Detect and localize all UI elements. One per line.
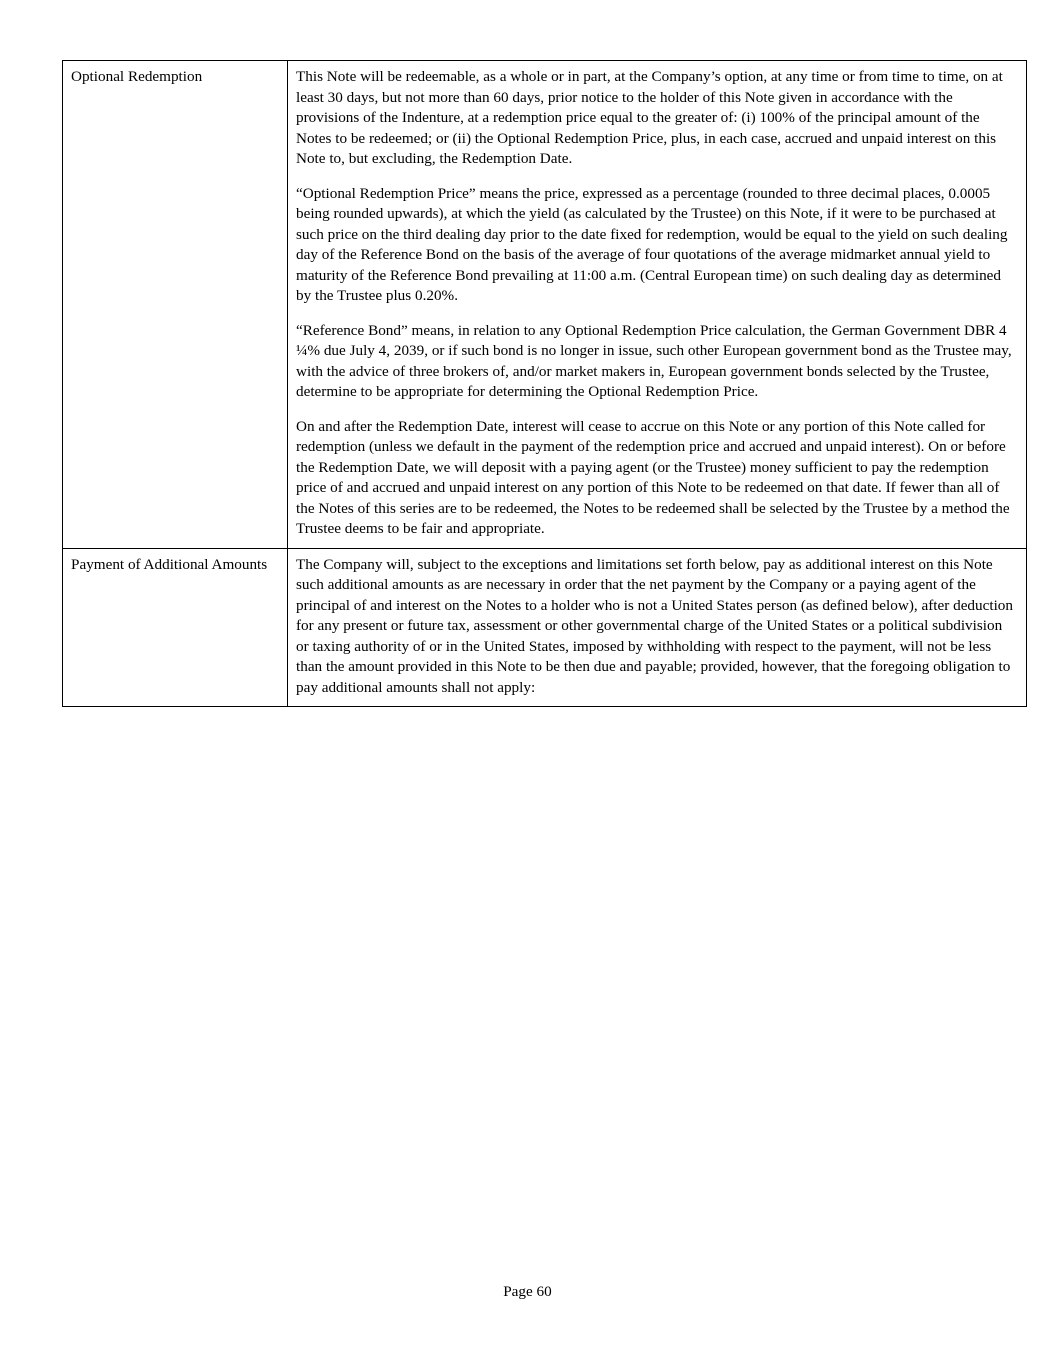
term-label: Payment of Additional Amounts [71,555,268,573]
term-body-cell [288,548,1027,707]
term-body-cell [288,61,1027,549]
term-label-cell [63,61,288,549]
term-label: Optional Redemption [71,68,203,85]
terms-table [62,60,1027,707]
table-row [63,61,1027,549]
paragraph: “Optional Redemption Price” means the price, expressed as a percentage (rounded to three decimal places, 0.0005 being rounded upwards), at which the yield (as calculated by the Trustee) on this Note, if it were to be purchased at such price on the third dealing day prior to the date fixed for redemption, would be equal to the yield on such dealing day of the Reference Bond on the basis of the average of four quotations of the average midmarket annual yield to maturity of the Reference Bond prevailing at 11:00 a.m. (Central European time) on such dealing day as determined by the Trustee plus 0.20%. [296,184,1008,305]
page-number: Page 60 [503,1283,552,1300]
paragraph: The Company will, subject to the exceptions and limitations set forth below, pay as additional interest on this Note such additional amounts as are necessary in order that the net payment by the Company or a paying agent of the principal of and interest on the Notes to a holder who is not a United States person (as defined below), after deduction for any present or future tax, assessment or other governmental charge of the United States or a political subdivision or taxing authority of or in the United States, imposed by withholding with respect to the payment, will not be less than the amount provided in this Note to be then due and payable; provided, however, that the foregoing obligation to pay additional amounts shall not apply: [296,555,1013,696]
paragraph: This Note will be redeemable, as a whole or in part, at the Company’s option, at any time or from time to time, on at least 30 days, but not more than 60 days, prior notice to the holder of this Note given in accordance with the provisions of the Indenture, at a redemption price equal to the greater of: (i) 100% of the principal amount of the Notes to be redeemed; or (ii) the Optional Redemption Price, plus, in each case, accrued and unpaid interest on this Note to, but excluding, the Redemption Date. [296,68,1003,168]
paragraph: On and after the Redemption Date, interest will cease to accrue on this Note or any portion of this Note called for redemption (unless we default in the payment of the redemption price and accrued and unpaid interest). On or before the Redemption Date, we will deposit with a paying agent (or the Trustee) money sufficient to pay the redemption price of and accrued and unpaid interest on any portion of this Note to be redeemed on that date. If fewer than all of the Notes of this series are to be redeemed, the Notes to be redeemed shall be selected by the Trustee by a method the Trustee deems to be fair and appropriate. [296,417,1010,538]
term-label-cell [63,548,288,707]
paragraph: “Reference Bond” means, in relation to any Optional Redemption Price calculation, the German Government DBR 4 ¼% due July 4, 2039, or if such bond is no longer in issue, such other European government bond as the Trustee may, with the advice of three brokers of, and/or market makers in, European government bonds selected by the Trustee, determine to be appropriate for determining the Optional Redemption Price. [296,321,1012,401]
table-row [63,548,1027,707]
